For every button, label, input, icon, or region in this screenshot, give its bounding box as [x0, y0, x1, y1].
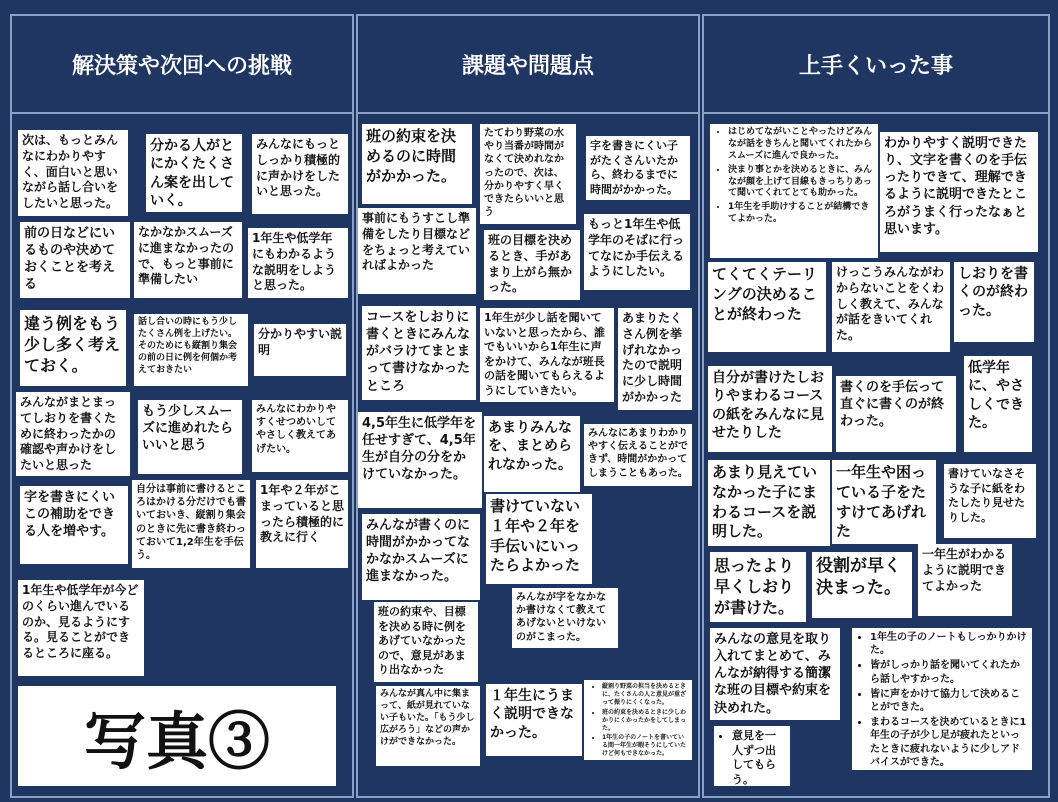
sticky-note: 話し合いの時にもう少したくさん例を上げたい。そのためにも縦割り集会の前の日に例を何個か考えておきたい — [134, 314, 248, 386]
sticky-note-list — [852, 628, 1032, 770]
sticky-note: たてわり野菜の水やり当番が時間がなくて決めれなかったので、次は、分かりやすく早くできたらいいと思う — [480, 124, 576, 224]
list-item: • まわるコースを決めているときに1年生の子が少し足が疲れたといったときに疲れないように少しアドバイスができた。 — [870, 716, 1028, 769]
sticky-note: 一年生や困っている子をたすけてあげれた — [832, 460, 936, 544]
sticky-note: 班の目標を決めるとき、手があまり上がら無かった。 — [484, 230, 580, 300]
sticky-note: 字を書きにくい子がたくさんいたから、終わるまでに時間がかかった。 — [586, 136, 690, 200]
sticky-note-list — [584, 680, 692, 760]
sticky-note: みんなが書くのに時間がかかってなかなかスムーズに進まなかった。 — [362, 514, 480, 600]
sticky-note: みんなにもっとしっかり積極的に声かけをしたいと思った。 — [252, 134, 348, 214]
sticky-note: 班の約束や、目標を決める時に例をあげていなかったので、意見があまり出なかった — [374, 602, 478, 682]
sticky-note: みんなの意見を取り入れてまとめて、みんなが納得する簡潔な班の目標や約束を決めれた。 — [710, 628, 840, 720]
sticky-note: 次は、もっとみんなにわかりやすく、面白いと思いながら話し合いをしたいと思った。 — [18, 130, 128, 216]
sticky-note: みんなにわかりやすくせつめいしてやさしく教えてあげたい。 — [252, 400, 348, 472]
list-item: • 縦割り野菜の担当を決めるときに、たくさんの人と意見が重ざって振りにくくなった。 — [602, 683, 688, 707]
sticky-note: 一年生がわかるように説明できてよかった — [918, 544, 1012, 616]
list-item: • 班の約束を決めるときに少しわかりにくかったかをしてしまった。 — [602, 709, 688, 733]
sticky-note: 思ったより早くしおりが書けた。 — [710, 552, 806, 622]
list-item: • 意見を一人ずつ出してもらう。 — [732, 729, 786, 786]
sticky-note: みんなが字をなかなか書けなくて教えてあげないといけないのがこまった。 — [512, 588, 618, 648]
sticky-note: なかなかスムーズに進まなかったので、もっと事前に準備したい — [134, 222, 242, 298]
sticky-note: けっこうみんながわからないことをくわしく教えて、みんなが話をきいてくれた。 — [832, 262, 950, 352]
sticky-note: てくてくテーリングの決めることが終わった — [708, 262, 826, 352]
sticky-note-list — [710, 124, 878, 258]
sticky-note: 自分は事前に書けるところはかける分だけでも書いておいき、縦割り集会のときに先に書き終わっておいて1,2年生を手伝う。 — [132, 480, 250, 568]
sticky-note: 1年生や低学年にもわかるような説明をしようと思った。 — [248, 228, 348, 298]
list-item: • 1年生の子のノートもしっかりかけた。 — [870, 631, 1028, 657]
sticky-note: 分かりやすい説明 — [254, 324, 346, 376]
sticky-note: 事前にもうすこし準備をしたり目標などをちょっと考えていればよかった — [358, 208, 476, 294]
sticky-note: わかりやすく説明できたり、文字を書くのを手伝ったりできて、理解できるように説明できたところがうまく行ったなぁと思います。 — [880, 132, 1038, 252]
sticky-note: 前の日などにいるものや決めておくことを考える — [20, 222, 130, 298]
list-item: • 皆がしっかり話を聞いてくれたから話しやすかった。 — [870, 659, 1028, 685]
list-item: • はじめてながいことやったけどみんなが話をきちんと聞いてくれたからスムーズに進んで良かった。 — [728, 127, 874, 163]
sticky-note: 字を書きにくいこの補助をできる人を増やす。 — [20, 486, 128, 564]
column-title-successes: 上手くいった事 — [702, 14, 1050, 114]
list-item: • 1年生の子のノートを書いている間一年生が暇そうにしていたけど何もできなかった。 — [602, 734, 688, 758]
sticky-note: あまりみんなを、まとめられなかった。 — [484, 416, 580, 492]
sticky-note: もう少しスムーズに進めれたらいいと思う — [138, 400, 242, 474]
list-item: • 皆に声をかけて協力して決めることができた。 — [870, 688, 1028, 714]
sticky-note: みんなが真ん中に集まって、紙が見れていない子もいた。「もう少し広がろう」などの声かけができなかった。 — [376, 686, 480, 766]
sticky-note: あまりたくさん例を挙げれなかったので説明に少し時間がかかった — [618, 308, 692, 410]
sticky-note: 書けていなさそうな子に紙をわたしたり見せたりした。 — [944, 464, 1036, 538]
column-title-solutions: 解決策や次回への挑戦 — [10, 14, 354, 114]
sticky-note: 書けていない１年や２年を手伝いにいったらよかった — [486, 494, 592, 584]
sticky-note: 1年生や低学年が今どのくらい進んでいるのか、見るようにする。見ることができるところに座る。 — [18, 580, 144, 676]
sticky-note: 1年や２年がこまっていると思ったら積極的に教えに行く — [256, 480, 348, 568]
photo-label: 写真③ — [18, 686, 336, 786]
sticky-note: もっと1年生や低学年のそばに行ってなにか手伝えるようにしたい。 — [584, 214, 690, 290]
sticky-note: 4,5年生に低学年を任せすぎて、4,5年生が自分の分をかけていなかった。 — [358, 412, 482, 508]
sticky-note: みんながまとまってしおりを書くために終わったかの確認や声かけをしたいと思った — [16, 392, 130, 476]
sticky-note: みんなにあまりわかりやすく伝えることができず、時間がかかってしまうこともあった。 — [584, 424, 692, 486]
sticky-note: 低学年に、やさしくできた。 — [964, 356, 1032, 452]
sticky-note: 1年生が少し話を聞いていないと思ったから、誰でもいいから1年生に声をかけて、みんなが班長の話を聞いてもらえるようにしていきたい。 — [480, 308, 614, 402]
sticky-note: コースをしおりに書くときにみんながバラけてまとまって書けなかったところ — [362, 306, 476, 400]
sticky-note: あまり見えていなかった子にまわるコースを説明した。 — [708, 460, 830, 546]
list-item: • 決まり事とかを決めるときに、みんなが顔を上げて目線もきっちりあって聞いてくれてとても助かった。 — [728, 165, 874, 201]
sticky-note: 自分が書けたしおりやまわるコースの紙をみんなに見せたりした — [708, 366, 832, 452]
sticky-note: 分かる人がとにかくたくさん案を出していく。 — [146, 134, 242, 212]
sticky-note: 班の約束を決めるのに時間がかかった。 — [362, 124, 472, 204]
sticky-note: 違う例をもう少し多く考えておく。 — [20, 310, 126, 386]
sticky-note: １年生にうまく説明できなかった。 — [486, 684, 582, 756]
sticky-note-list — [714, 726, 790, 786]
sticky-note: 書くのを手伝って直ぐに書くのが終わった。 — [836, 376, 956, 452]
sticky-note: しおりを書くのが終わった。 — [954, 262, 1034, 342]
column-title-issues: 課題や問題点 — [356, 14, 700, 114]
list-item: • 1年生を手助けすることが結構できてよかった。 — [728, 202, 874, 226]
sticky-note: 役割が早く決まった。 — [812, 552, 912, 618]
